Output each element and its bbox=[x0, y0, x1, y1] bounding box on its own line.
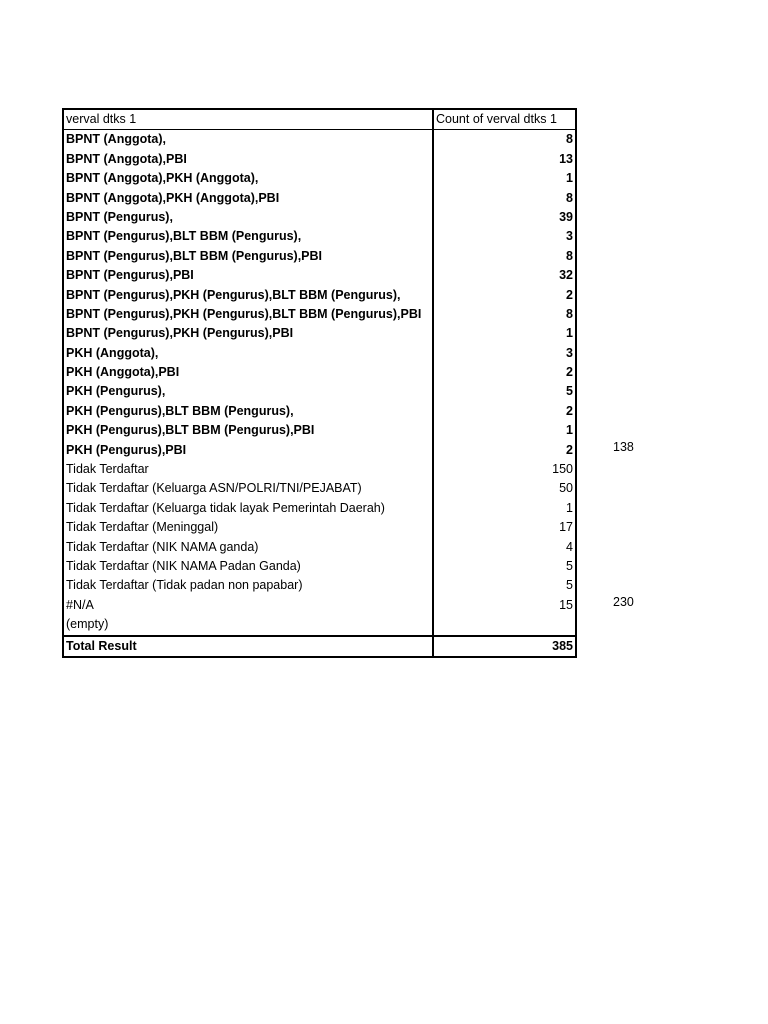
table-row bbox=[64, 460, 575, 479]
row-label: BPNT (Pengurus),BLT BBM (Pengurus),PBI bbox=[64, 247, 434, 266]
row-label: PKH (Pengurus), bbox=[64, 382, 434, 401]
row-label: BPNT (Pengurus),PKH (Pengurus),PBI bbox=[64, 324, 434, 343]
table-row bbox=[64, 557, 575, 576]
row-count: 39 bbox=[559, 209, 573, 224]
table-row bbox=[64, 499, 575, 518]
row-count: 2 bbox=[566, 365, 573, 380]
row-label: Tidak Terdaftar (NIK NAMA ganda) bbox=[64, 538, 434, 557]
pivot-body bbox=[64, 130, 575, 634]
table-row bbox=[64, 305, 575, 324]
row-count: 5 bbox=[566, 384, 573, 399]
row-label: Tidak Terdaftar (Meninggal) bbox=[64, 518, 434, 537]
row-label: PKH (Anggota),PBI bbox=[64, 363, 434, 382]
row-count: 8 bbox=[566, 248, 573, 263]
row-count: 1 bbox=[566, 423, 573, 438]
row-label: (empty) bbox=[64, 615, 434, 634]
row-count: 32 bbox=[559, 268, 573, 283]
total-row bbox=[64, 635, 575, 656]
subtotal-registered: 138 bbox=[613, 440, 634, 454]
row-label: PKH (Pengurus),BLT BBM (Pengurus),PBI bbox=[64, 421, 434, 440]
row-label: BPNT (Pengurus),BLT BBM (Pengurus), bbox=[64, 227, 434, 246]
pivot-header-row bbox=[64, 110, 575, 130]
table-row bbox=[64, 324, 575, 343]
row-label: BPNT (Anggota),PKH (Anggota),PBI bbox=[64, 189, 434, 208]
row-label: BPNT (Pengurus),PBI bbox=[64, 266, 434, 285]
row-count: 3 bbox=[566, 229, 573, 244]
row-count: 8 bbox=[566, 132, 573, 147]
table-row bbox=[64, 150, 575, 169]
header-count: Count of verval dtks 1 bbox=[436, 112, 557, 126]
table-row bbox=[64, 538, 575, 557]
total-count: 385 bbox=[552, 638, 573, 653]
row-count: 5 bbox=[566, 578, 573, 593]
row-label: Tidak Terdaftar (Tidak padan non papabar) bbox=[64, 576, 434, 595]
table-row bbox=[64, 402, 575, 421]
subtotal-unregistered: 230 bbox=[613, 595, 634, 609]
row-count: 4 bbox=[566, 539, 573, 554]
pivot-table bbox=[62, 108, 577, 658]
table-row bbox=[64, 266, 575, 285]
row-count: 50 bbox=[559, 481, 573, 496]
row-count: 2 bbox=[566, 442, 573, 457]
row-label: BPNT (Anggota),PBI bbox=[64, 150, 434, 169]
row-label: Tidak Terdaftar (Keluarga ASN/POLRI/TNI/PEJABAT) bbox=[64, 479, 434, 498]
row-count: 17 bbox=[559, 520, 573, 535]
table-row bbox=[64, 130, 575, 149]
row-count: 8 bbox=[566, 190, 573, 205]
table-row bbox=[64, 363, 575, 382]
row-count: 8 bbox=[566, 306, 573, 321]
row-count: 1 bbox=[566, 171, 573, 186]
total-label: Total Result bbox=[64, 637, 434, 656]
row-label: PKH (Pengurus),PBI bbox=[64, 441, 434, 460]
table-row bbox=[64, 169, 575, 188]
row-count: 2 bbox=[566, 287, 573, 302]
row-count: 2 bbox=[566, 403, 573, 418]
table-row bbox=[64, 382, 575, 401]
table-row bbox=[64, 518, 575, 537]
row-label: BPNT (Pengurus),PKH (Pengurus),BLT BBM (Pengurus),PBI bbox=[64, 305, 434, 324]
row-label: PKH (Anggota), bbox=[64, 344, 434, 363]
table-row bbox=[64, 596, 575, 615]
row-count: 1 bbox=[566, 500, 573, 515]
row-label: Tidak Terdaftar (Keluarga tidak layak Pemerintah Daerah) bbox=[64, 499, 434, 518]
row-label: BPNT (Anggota), bbox=[64, 130, 434, 149]
table-row bbox=[64, 576, 575, 595]
row-count bbox=[434, 615, 575, 634]
table-row bbox=[64, 227, 575, 246]
row-label: Tidak Terdaftar (NIK NAMA Padan Ganda) bbox=[64, 557, 434, 576]
table-row bbox=[64, 441, 575, 460]
row-label: Tidak Terdaftar bbox=[64, 460, 434, 479]
table-row bbox=[64, 479, 575, 498]
table-row bbox=[64, 247, 575, 266]
table-row bbox=[64, 208, 575, 227]
row-label: PKH (Pengurus),BLT BBM (Pengurus), bbox=[64, 402, 434, 421]
row-count: 15 bbox=[559, 597, 573, 612]
row-count: 150 bbox=[552, 462, 573, 477]
header-label: verval dtks 1 bbox=[64, 110, 434, 129]
row-label: BPNT (Anggota),PKH (Anggota), bbox=[64, 169, 434, 188]
table-row bbox=[64, 189, 575, 208]
table-row bbox=[64, 344, 575, 363]
row-count: 13 bbox=[559, 151, 573, 166]
row-label: BPNT (Pengurus), bbox=[64, 208, 434, 227]
table-row bbox=[64, 615, 575, 634]
row-count: 3 bbox=[566, 345, 573, 360]
row-count: 5 bbox=[566, 558, 573, 573]
table-row bbox=[64, 286, 575, 305]
row-label: BPNT (Pengurus),PKH (Pengurus),BLT BBM (Pengurus), bbox=[64, 286, 434, 305]
row-label: #N/A bbox=[64, 596, 434, 615]
row-count: 1 bbox=[566, 326, 573, 341]
table-row bbox=[64, 421, 575, 440]
